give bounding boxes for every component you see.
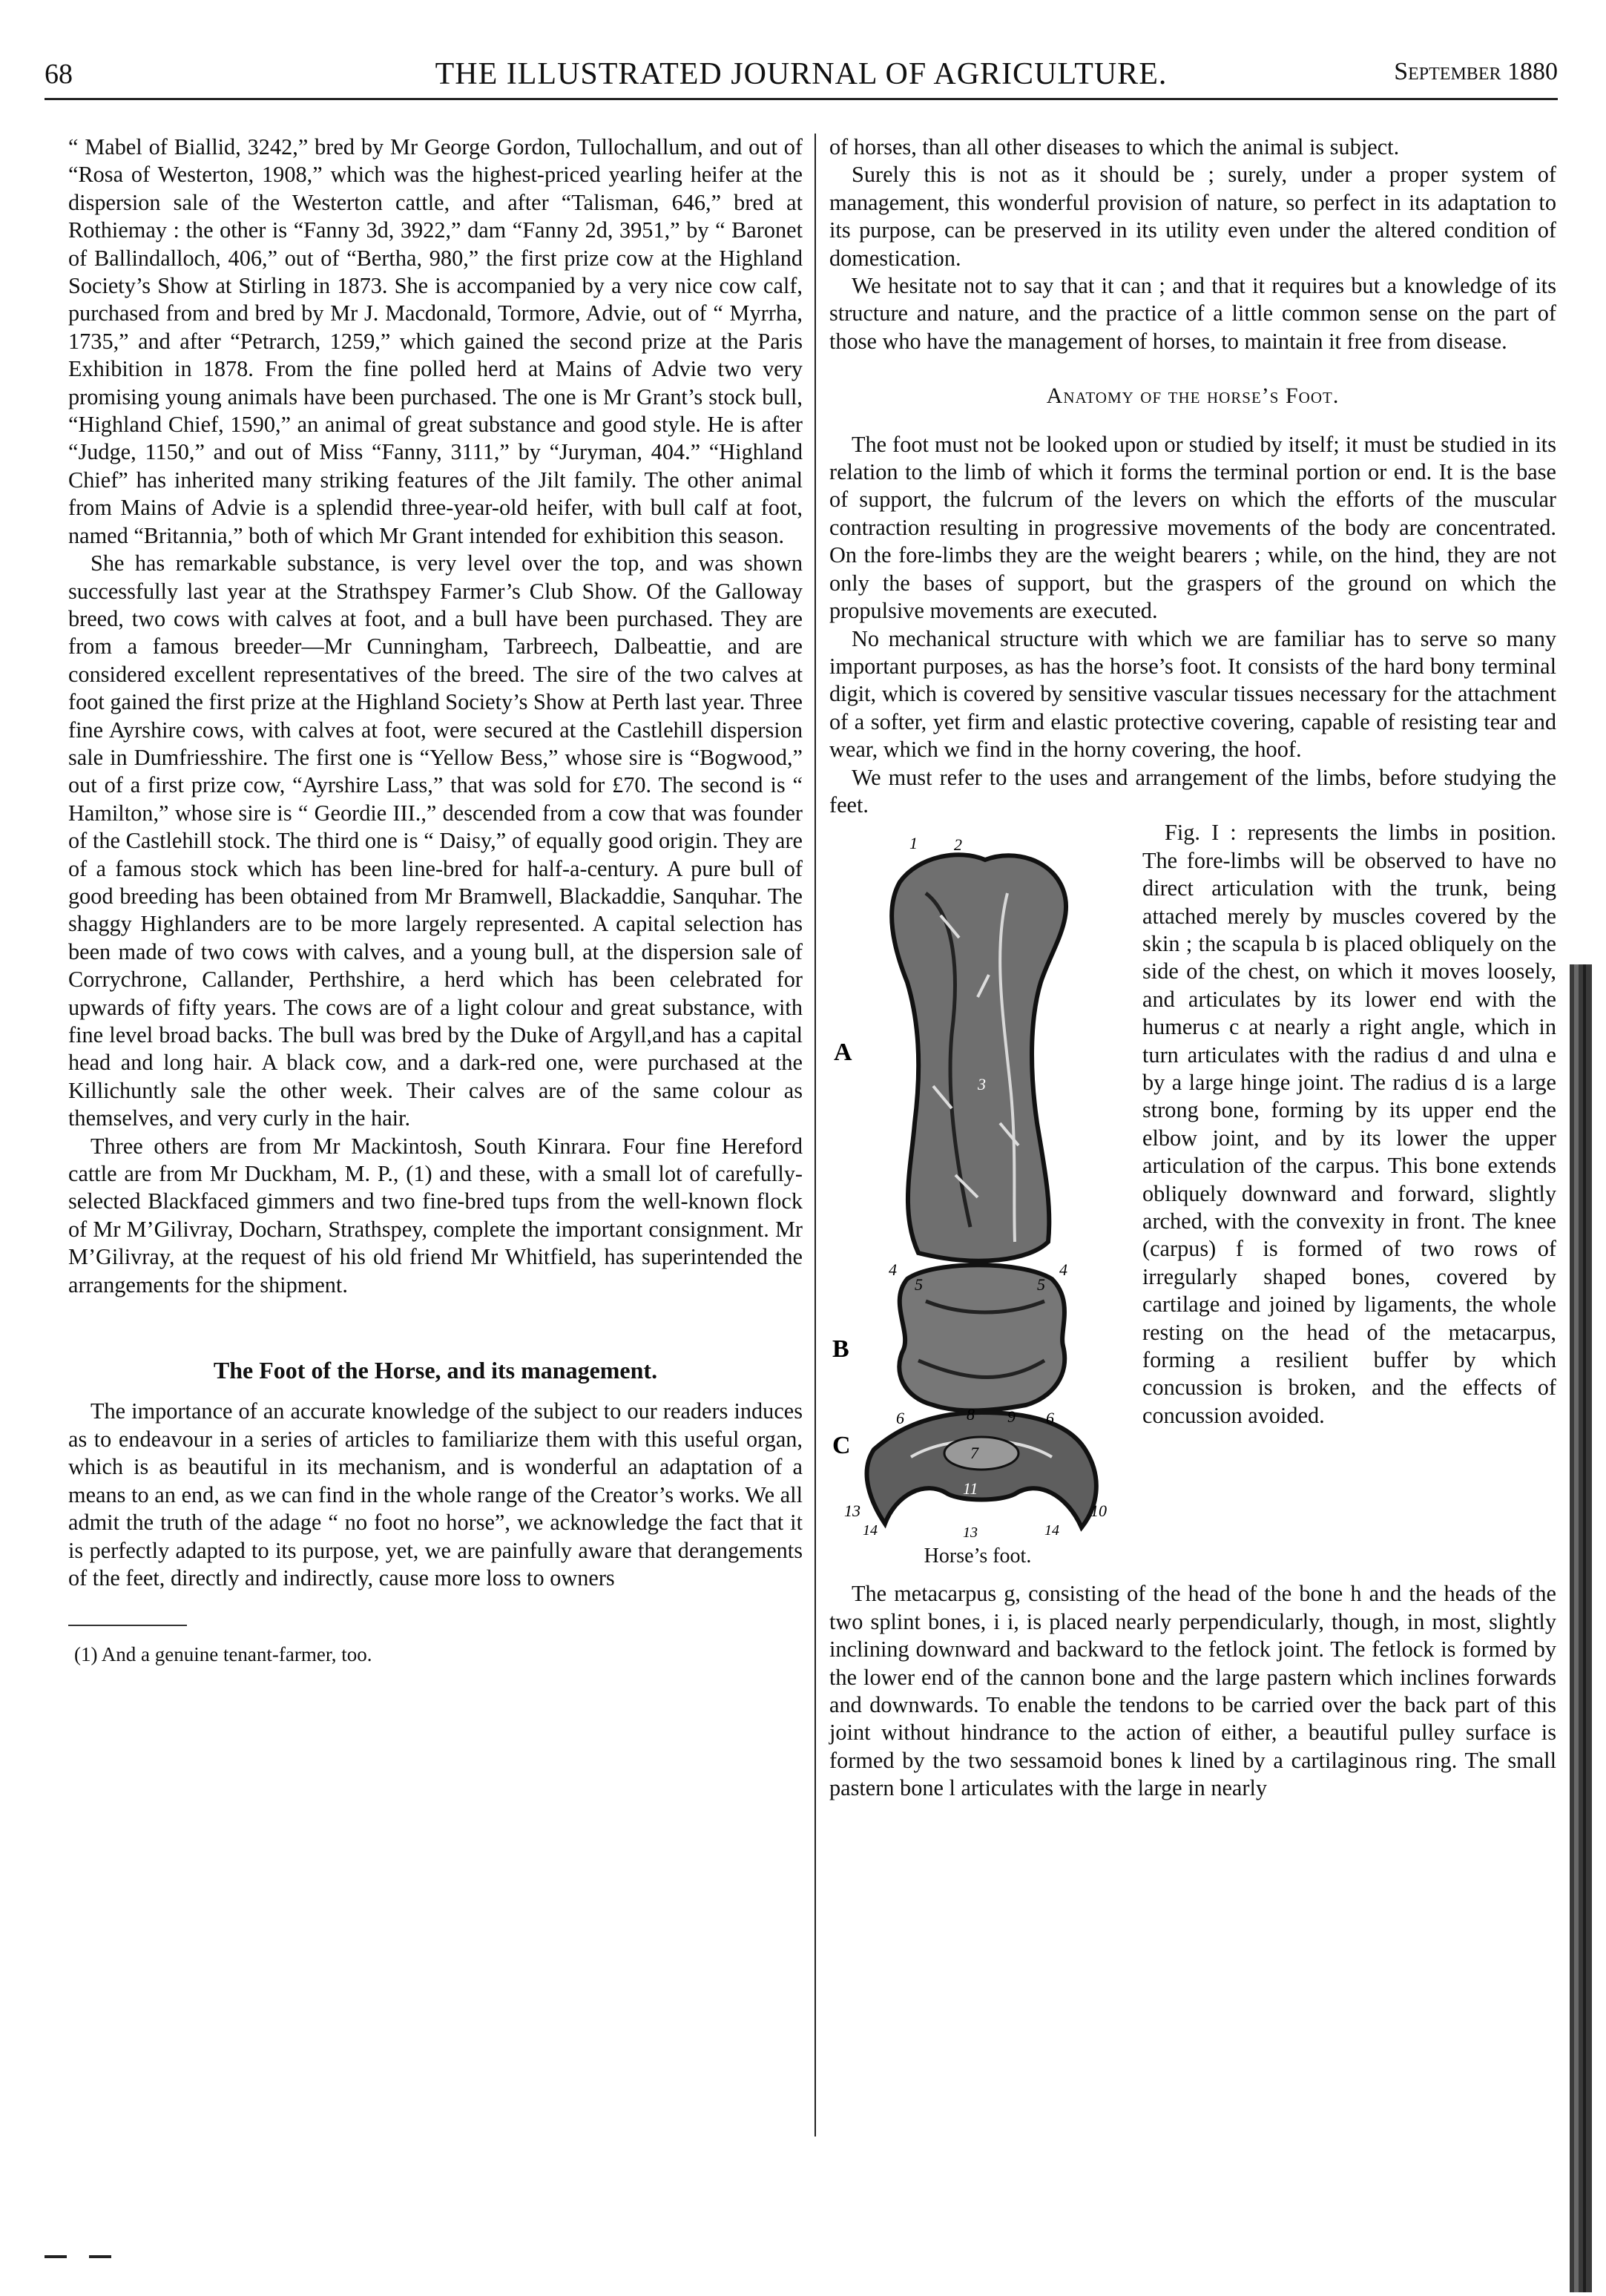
figure-number: 14 bbox=[1044, 1522, 1059, 1539]
footnote-rule bbox=[68, 1625, 187, 1626]
figure-number: 4 bbox=[1059, 1260, 1067, 1280]
scan-edge-shading bbox=[1565, 964, 1595, 2292]
figure-label-c: C bbox=[832, 1432, 851, 1460]
figure-caption: Horse’s foot. bbox=[924, 1544, 1032, 1568]
figure-number: 9 bbox=[1007, 1407, 1016, 1427]
subsection-heading: Anatomy of the horse’s Foot. bbox=[1046, 384, 1340, 409]
figure-number: 12 bbox=[974, 1501, 990, 1521]
page-header bbox=[45, 53, 1558, 100]
figure-description: Fig. I : represents the limbs in position. The fore-limbs will be observed to have no direct articulation with the trunk, being attached merely by muscles covered by the skin ; the scapula b is placed obliquely on the side of the chest, on which it moves loosely, and articulates by its lower end with the humerus c at nearly a right angle, which in turn articulates with the radius d and ulna e by a large hinge joint. The radius d is a large strong bone, forming by its upper end the elbow joint, and by its lower the upper articulation of the carpus. This bone extends obliquely downward and forward, slightly arched, with the convexity in front. The knee (carpus) f is formed of two rows of irregularly shaped bones, covered by cartilage and joined by ligaments, the whole resting on the head of the metacarpus, forming a resilient buffer by which concussion is broken, and the effects of concussion avoided. bbox=[1142, 820, 1556, 1428]
figure-number: 11 bbox=[963, 1479, 978, 1499]
figure-number: 8 bbox=[967, 1405, 975, 1424]
figure-label-a: A bbox=[834, 1039, 852, 1067]
article-paragraph: Surely this is not as it should be ; surely, under a proper system of management, this wonderful provision of nature, so perfect in its adaptation to its purpose, can be preserved in its utility even under the altered condition of domestication. bbox=[829, 162, 1556, 271]
figure-number: 10 bbox=[1090, 1501, 1107, 1521]
article-paragraph: “ Mabel of Biallid, 3242,” bred by Mr George Gordon, Tullochallum, and out of “Rosa of Westerton, 1908,” which was the highest-priced yearling heifer at the dispersion sale of the Westerton cattle, and after “Talisman, 646,” bred at Rothiemay : the other is “Fanny 3d, 3922,” dam “Fanny 2d, 3951,” by “ Baronet of Ballindalloch, 406,” out of “Bertha, 980,” the first prize cow at the Highland Society’s Show at Stirling in 1873. She is accompanied by a very nice cow calf, purchased from and bred by Mr J. Macdonald, Tormore, Advie, out of “ Myrrha, 1735,” and after “Petrarch, 1259,” which gained the second prize at the Paris Exhibition in 1878. From the fine polled herd at Mains of Advie two very promising young animals have been purchased. The one is Mr Grant’s stock bull, “Highland Chief, 1590,” an animal of great substance and good style. He is after “Judge, 1150,” and out of Miss “Fanny, 3111,” by “Juryman, 404.” “Highland Chief” has inherited many striking features of the Jilt family. The other animal from Mains of Advie is a splendid three-year-old heifer, with bull calf at foot, named “Britannia,” both of which Mr Grant intended for exhibition this season. bbox=[68, 134, 803, 548]
figure-number: 3 bbox=[978, 1075, 986, 1094]
article-paragraph: of horses, than all other diseases to which the animal is subject. bbox=[829, 134, 1400, 159]
article-paragraph: She has remarkable substance, is very level over the top, and was shown successfully last year at the Strathspey Farmer’s Club Show. Of the Galloway breed, two cows with calves at foot, and a bull have been purchased. They are from a famous breeder—Mr Cunningham, Tarbreech, Dalbeattie, and are considered excellent representatives of the breed. The sire of the two calves at foot gained the first prize at the Highland Society’s Show at Perth last year. Three fine Ayrshire cows, with calves at foot, were secured at the Castlehill dispersion sale in Dumfriesshire. The first one is “Yellow Bess,” whose sire is “Bogwood,” out of a first prize cow, “Ayrshire Lass,” that was sold for £70. The second is “ Hamilton,” whose sire is “ Geordie III.,” descended from a cow that was founder of the Castlehill stock. The third one is “ Daisy,” of equally good origin. They are of a famous stock which has been line-bred for half-a-century. A pure bull of good breeding has been obtained from Mr Bramwell, Blackaddie, Sanquhar. The shaggy Highlanders are to be more largely represented. A capital selection has been made of two cows with calves, and a young bull, at the dispersion sale of Corrychrone, Callander, Perthshire, a herd which has been celebrated for upwards of fifty years. The cows are of a light colour and great substance, with fine level broad backs. The bull was bred by the Duke of Argyll,and has a capital head and long hair. A black cow, and a dark-red one, were purchased at the Killichuntly sale the other week. Their calves are of the same colour as themselves, and very curly in the hair. bbox=[68, 550, 803, 1131]
figure-number: 13 bbox=[963, 1524, 978, 1539]
footnote: (1) And a genuine tenant-farmer, too. bbox=[74, 1643, 372, 1666]
figure-number: 5 bbox=[915, 1275, 923, 1295]
article-paragraph: No mechanical structure with which we are familiar has to serve so many important purposes, as has the horse’s foot. It consists of the hard bony terminal digit, which is covered by sensitive vascular tissues necessary for the attachment of a softer, yet firm and elastic protective covering, capable of resisting tear and wear, which we find in the horny covering, the hoof. bbox=[829, 625, 1556, 763]
journal-title: THE ILLUSTRATED JOURNAL OF AGRICULTURE. bbox=[435, 57, 1168, 91]
figure-number: 1 bbox=[909, 834, 918, 853]
issue-date: September 1880 bbox=[1394, 58, 1558, 85]
article-paragraph: The foot must not be looked upon or studied by itself; it must be studied in its relation to the limb of which it forms the terminal portion or end. It is the base of support, the fulcrum of the levers on which the efforts of the muscular contraction resulting in progressive movements of the body are concentrated. On the fore-limbs they are the weight bearers ; while, on the hind, they are not only the bases of support, but the graspers of the ground on which the propulsive movements are executed. bbox=[829, 431, 1556, 624]
section-heading: The Foot of the Horse, and its management. bbox=[213, 1357, 658, 1384]
figure-number: 5 bbox=[1037, 1275, 1045, 1295]
figure-number: 2 bbox=[954, 835, 962, 855]
figure-label-b: B bbox=[832, 1335, 849, 1364]
article-paragraph: The importance of an accurate knowledge of the subject to our readers induces as to endeavour in a series of articles to familiarize them with this useful organ, which is as beautiful in its mechanism, and is wonderful an adaptation of a means to an end, as we can find in the whole range of the Creator’s works. We all admit the truth of the adage “ no foot no horse”, we acknowledge the fact that it is perfectly adapted to its purpose, yet, we are painfully aware that derangements of the feet, directly and indirectly, cause more loss to owners bbox=[68, 1398, 803, 1591]
left-column bbox=[68, 134, 803, 1669]
figure-number: 7 bbox=[970, 1444, 978, 1463]
right-column bbox=[829, 134, 1556, 1803]
figure-number: 4 bbox=[889, 1260, 897, 1280]
page-corner-mark bbox=[45, 2255, 134, 2258]
figure-number: 14 bbox=[863, 1522, 878, 1539]
article-paragraph: The metacarpus g, consisting of the head of the bone h and the heads of the two splint bones, i i, is placed nearly perpendicularly, though, in most, slightly inclining downward and backward to the fetlock joint. The fetlock is formed by the lower end of the cannon bone and the large pastern which inclines forwards and downwards. To enable the tendons to be carried over the back part of this joint without hindrance to the action of either, a beautiful pulley surface is formed by the two sessamoid bones k lined by a cartilaginous ring. The small pastern bone l articulates with the large in nearly bbox=[829, 1581, 1556, 1801]
horse-foot-figure bbox=[829, 826, 1126, 1576]
article-paragraph: We hesitate not to say that it can ; and that it requires but a knowledge of its structure and nature, and the practice of a little common sense on the part of those who have the management of horses, to maintain it free from disease. bbox=[829, 273, 1556, 354]
article-paragraph: Three others are from Mr Mackintosh, South Kinrara. Four fine Hereford cattle are from Mr Duckham, M. P., (1) and these, with a small lot of carefully-selected Blackfaced gimmers and two fine-bred tups from the well-known flock of Mr M’Gilivray, Docharn, Strathspey, complete the important consignment. Mr M’Gilivray, at the request of his old friend Mr Whitfield, has superintended the arrangements for the shipment. bbox=[68, 1133, 803, 1297]
horse-foot-illustration bbox=[829, 826, 1126, 1539]
figure-number: 6 bbox=[1046, 1409, 1054, 1428]
figure-number: 13 bbox=[844, 1501, 860, 1521]
bone-a bbox=[892, 855, 1066, 1261]
figure-number: 6 bbox=[896, 1409, 904, 1428]
column-rule bbox=[814, 134, 816, 2137]
article-paragraph: We must refer to the uses and arrangement of the limbs, before studying the feet. bbox=[829, 764, 1556, 818]
page-number: 68 bbox=[45, 59, 73, 90]
